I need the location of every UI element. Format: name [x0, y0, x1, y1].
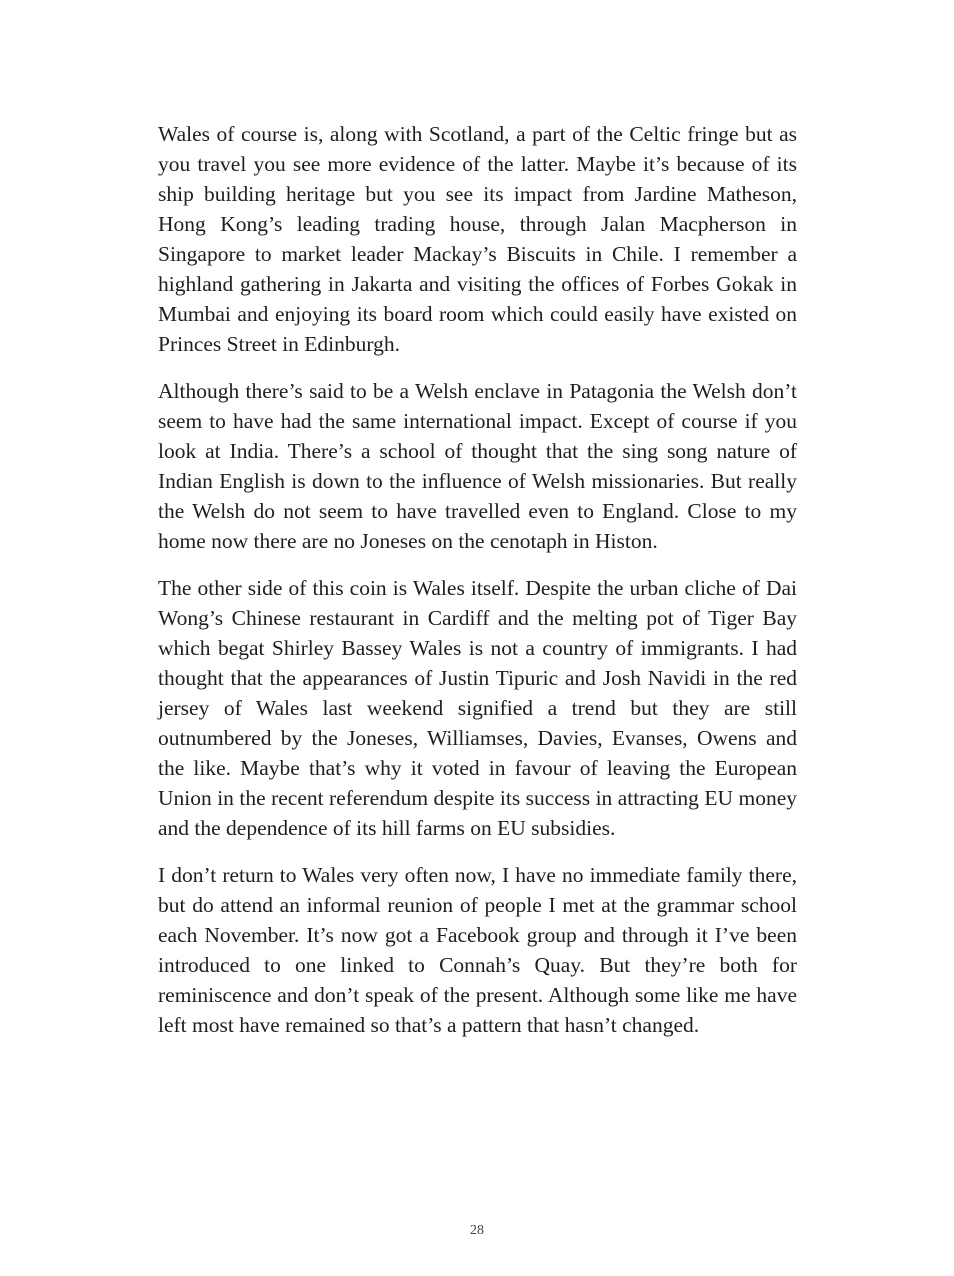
body-text [158, 119, 797, 1057]
paragraph-celtic-fringe: Wales of course is, along with Scotland, a part of the Celtic fringe but as you travel you see more evidence of the latter. Maybe it’s because of its ship building heritage but you see its impact from Jardine Matheson, Hong Kong’s leading trading house, through Jalan Macpherson in Singapore to market leader Mackay’s Biscuits in Chile. I remember a highland gathering in Jakarta and visiting the offices of Forbes Gokak in Mumbai and enjoying its board room which could easily have existed on Princes Street in Edinburgh. [158, 122, 797, 356]
page-number: 28 [470, 1223, 484, 1238]
paragraph-reunion: I don’t return to Wales very often now, I have no immediate family there, but do attend an informal reunion of people I met at the grammar school each November. It’s now got a Facebook group and through it I’ve been introduced to one linked to Connah’s Quay. But they’re both for reminiscence and don’t speak of the present. Although some like me have left most have remained so that’s a pattern that hasn’t changed. [158, 863, 797, 1037]
paragraph-wales-itself: The other side of this coin is Wales itself. Despite the urban cliche of Dai Wong’s Chinese restaurant in Cardiff and the melting pot of Tiger Bay which begat Shirley Bassey Wales is not a country of immigrants. I had thought that the appearances of Justin Tipuric and Josh Navidi in the red jersey of Wales last weekend signified a trend but they are still outnumbered by the Joneses, Williamses, Davies, Evanses, Owens and the like. Maybe that’s why it voted in favour of leaving the European Union in the recent referendum despite its success in attracting EU money and the dependence of its hill farms on EU subsidies. [158, 576, 797, 840]
paragraph-welsh-impact: Although there’s said to be a Welsh enclave in Patagonia the Welsh don’t seem to have had the same international impact. Except of course if you look at India. There’s a school of thought that the sing song nature of Indian English is down to the influence of Welsh missionaries. But really the Welsh do not seem to have travelled even to England. Close to my home now there are no Joneses on the cenotaph in Histon. [158, 379, 797, 553]
